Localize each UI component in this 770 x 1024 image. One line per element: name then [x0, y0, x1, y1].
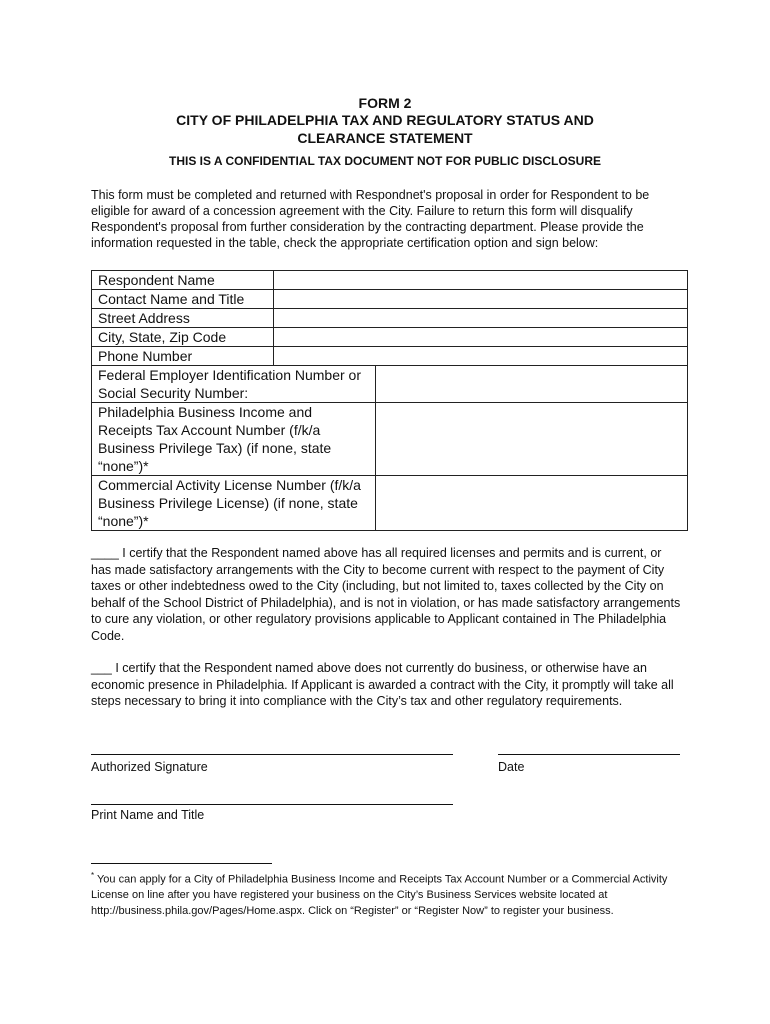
row-label: Philadelphia Business Income and Receipts Tax Account Number (f/k/a Business Privilege Tax) (if none, state “none”)*: [92, 403, 376, 476]
date-line[interactable]: [498, 754, 680, 755]
commercial-license-field[interactable]: [376, 476, 688, 531]
respondent-name-field[interactable]: [274, 271, 688, 290]
city-state-zip-field[interactable]: [274, 328, 688, 347]
table-row: [92, 271, 688, 290]
table-row: [92, 290, 688, 309]
certification-option-1[interactable]: ____ I certify that the Respondent named above has all required licenses and permits and is current, or has made satisfactory arrangements with the City to become current with respect to the payment of City taxes or other indebtedness owed to the City (including, but not limited to, taxes collected by the City on behalf of the School District of Philadelphia), and is not in violation, or has made satisfactory arrangements to cure any violation, or other regulatory provisions applicable to Applicant contained in The Philadelphia Code.: [91, 546, 681, 643]
row-label: Contact Name and Title: [92, 290, 274, 309]
footnote-text: You can apply for a City of Philadelphia Business Income and Receipts Tax Account Number or a Commercial Activity License on line after you have registered your business on the City’s Business Services website located at http://business.phila.gov/Pages/Home.aspx. Click on “Register” or “Register Now” to register your business.: [91, 873, 668, 917]
row-label: Federal Employer Identification Number or Social Security Number:: [92, 366, 376, 403]
authorized-signature-line[interactable]: [91, 754, 453, 755]
table-row: [92, 347, 688, 366]
print-name-label: Print Name and Title: [91, 808, 205, 822]
row-label: City, State, Zip Code: [92, 328, 274, 347]
form-title-line2: CLEARANCE STATEMENT: [297, 130, 473, 146]
table-row: [92, 328, 688, 347]
phone-number-field[interactable]: [274, 347, 688, 366]
street-address-field[interactable]: [274, 309, 688, 328]
table-row: [92, 309, 688, 328]
birt-account-field[interactable]: [376, 403, 688, 476]
respondent-info-table: [91, 270, 688, 531]
row-label: Phone Number: [92, 347, 274, 366]
confidential-notice: THIS IS A CONFIDENTIAL TAX DOCUMENT NOT FOR PUBLIC DISCLOSURE: [169, 154, 601, 168]
row-label: Street Address: [92, 309, 274, 328]
date-label: Date: [498, 760, 525, 774]
table-row: [92, 366, 688, 403]
table-row: [92, 403, 688, 476]
print-name-line[interactable]: [91, 804, 453, 805]
authorized-signature-label: Authorized Signature: [91, 760, 208, 774]
form-number: FORM 2: [358, 95, 412, 111]
certification-option-2[interactable]: ___ I certify that the Respondent named above does not currently do business, or otherwise have an economic presence in Philadelphia. If Applicant is awarded a contract with the City, it promptly will take all steps necessary to bring it into compliance with the City’s tax and other regulatory requirements.: [91, 661, 674, 708]
footnote-marker: *: [91, 871, 95, 880]
table-row: [92, 476, 688, 531]
row-label: Commercial Activity License Number (f/k/a Business Privilege License) (if none, state “none”)*: [92, 476, 376, 531]
footnote: [91, 868, 676, 919]
row-label: Respondent Name: [92, 271, 274, 290]
intro-paragraph: This form must be completed and returned with Respondnet's proposal in order for Respondent to be eligible for award of a concession agreement with the City. Failure to return this form will disqualify Respondent's proposal from further consideration by the contracting department. Please provide the information requested in the table, check the appropriate certification option and sign below:: [91, 188, 650, 250]
ein-ssn-field[interactable]: [376, 366, 688, 403]
form-title-line1: CITY OF PHILADELPHIA TAX AND REGULATORY STATUS AND: [176, 112, 594, 128]
contact-name-field[interactable]: [274, 290, 688, 309]
footnote-divider: [91, 863, 272, 864]
